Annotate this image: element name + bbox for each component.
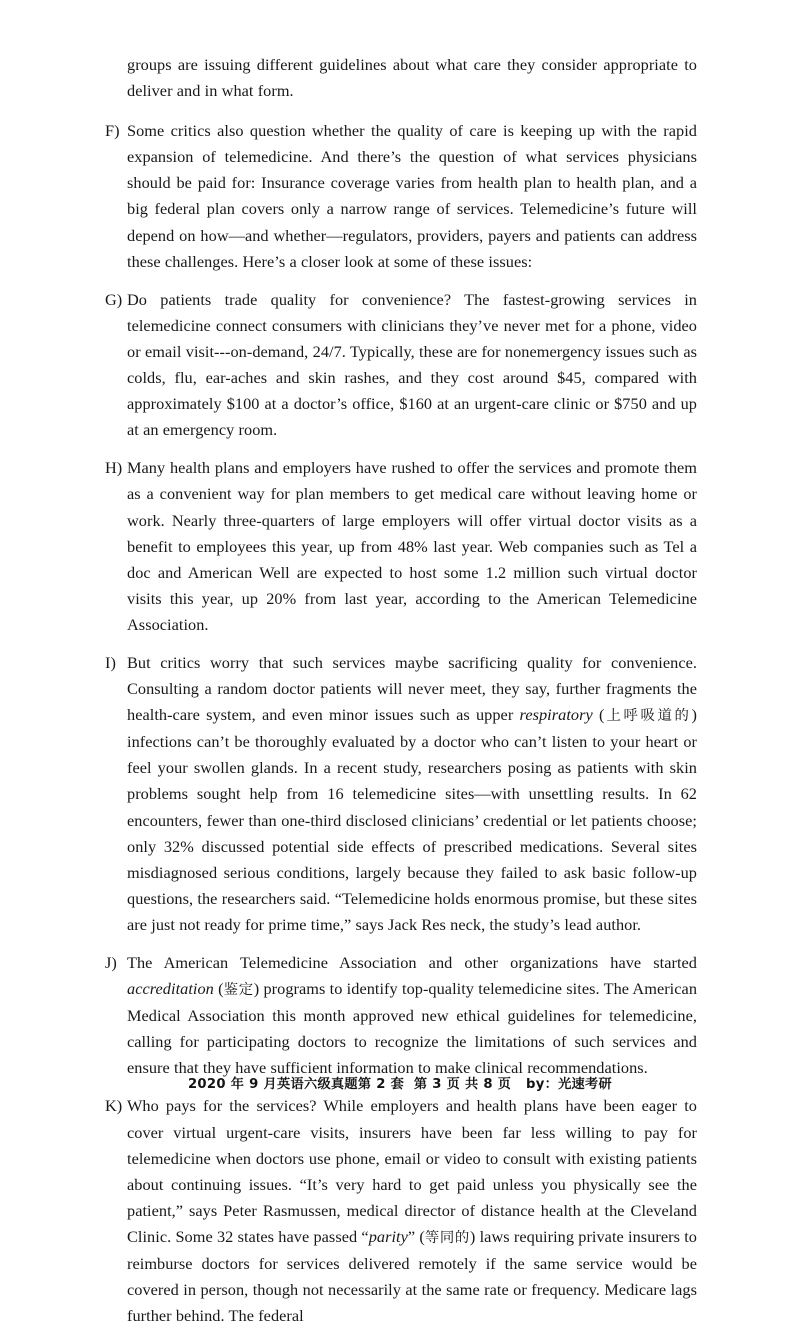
chinese-gloss: 等同的 — [424, 1229, 470, 1246]
paragraph-text: Many health plans and employers have rushed to offer the services and promote them as a convenient way for plan members to get medical care without leaving home or work. Nearly three-quarters of large employers will offer virtual doctor visits as a benefit to employees this year, up from 48% last year. Web companies such as Tel a doc and American Well are expected to host some 1.2 million such virtual doctor visits this year, up 20% from last year, according to the American Telemedicine Association. — [127, 458, 697, 634]
italic-term: accreditation — [127, 979, 214, 999]
paragraph-label-K: K) — [105, 1096, 123, 1116]
paragraph-label-F: F) — [105, 121, 120, 141]
paragraph-G — [105, 287, 697, 444]
paragraph-continuation — [105, 52, 697, 104]
paragraph-label-G: G) — [105, 289, 123, 309]
paragraph-text: Some critics also question whether the quality of care is keeping up with the rapid expansion of telemedicine. And there’s the question of what services physicians should be paid for: Insurance coverage varies from health plan to health plan, and a big federal plan covers only a narrow range of services. Telemedicine’s future will depend on how—and whether—regulators, providers, payers and patients can address these challenges. Here’s a closer look at some of these issues: — [127, 121, 697, 271]
paragraph-F — [105, 118, 697, 275]
paragraph-I — [105, 650, 697, 938]
page-footer — [0, 1076, 800, 1094]
chinese-gloss: 上呼吸道的 — [604, 708, 692, 725]
italic-term: respiratory — [519, 705, 593, 725]
paragraph-K — [105, 1093, 697, 1329]
footer-text: 2020 年 9 月英语六级真题第 2 套 第 3 页 共 8 页 by：光速考研 — [187, 1077, 613, 1092]
document-body — [105, 52, 697, 1329]
paragraph-text: Who pays for the services? While employers and health plans have been eager to cover virtual urgent-care visits, insurers have been far less willing to pay for telemedicine when doctors use phone, email or video to consult with existing patients about continuing issues. “It’s very hard to get paid unless you physically see the patient,” says Peter Rasmussen, medical director of distance health at the Cleveland Clinic. Some 32 states have passed “parity” (等同的) laws requiring private insurers to reimburse doctors for services delivered remotely if the same service would be covered in person, though not necessarily at the same rate or frequency. Medicare lags further behind. The federal — [127, 1096, 697, 1326]
paragraph-text: Do patients trade quality for convenience? The fastest-growing services in telemedicine connect consumers with clinicians they’ve never met for a phone, video or email visit---on-demand, 24/7. Typically, these are for nonemergency issues such as colds, flu, ear-aches and skin rashes, and they cost around $45, compared with approximately $100 at a doctor’s office, $160 at an urgent-care clinic or $750 and up at an emergency room. — [127, 289, 697, 440]
chinese-gloss: 鉴定 — [223, 982, 254, 999]
paragraph-text: The American Telemedicine Association and other organizations have started accreditation (鉴定) programs to identify top-quality telemedicine sites. The American Medical Association this month approved new ethical guidelines for telemedicine, calling for participating doctors to recognize the limitations of such services and ensure that they have sufficient information to make clinical recommendations. — [127, 953, 698, 1078]
italic-term: parity — [368, 1226, 408, 1246]
paragraph-label-H: H) — [105, 458, 123, 478]
paragraph-J — [105, 950, 697, 1081]
paragraph-label-I: I) — [105, 652, 116, 672]
paragraph-label-J: J) — [105, 953, 117, 972]
paragraph-text: groups are issuing different guidelines about what care they consider appropriate to deliver and in what form. — [127, 55, 697, 101]
paragraph-H — [105, 455, 697, 638]
paragraph-text: But critics worry that such services maybe sacrificing quality for convenience. Consulting a random doctor patients will never meet, they say, further fragments the health-care system, and even minor issues such as upper respiratory (上呼吸道的) infections can’t be thoroughly evaluated by a doctor who can’t listen to your heart or feel your swollen glands. In a recent study, researchers posing as patients with skin problems sought help from 16 telemedicine sites—with unsettling results. In 62 encounters, fewer than one-third disclosed clinicians’ credential or let patients choose; only 32% discussed potential side effects of prescribed medications. Several sites misdiagnosed serious conditions, largely because they failed to ask basic follow-up questions, the researchers said. “Telemedicine holds enormous promise, but these sites are just not ready for prime time,” says Jack Res neck, the study’s lead author. — [127, 652, 697, 934]
